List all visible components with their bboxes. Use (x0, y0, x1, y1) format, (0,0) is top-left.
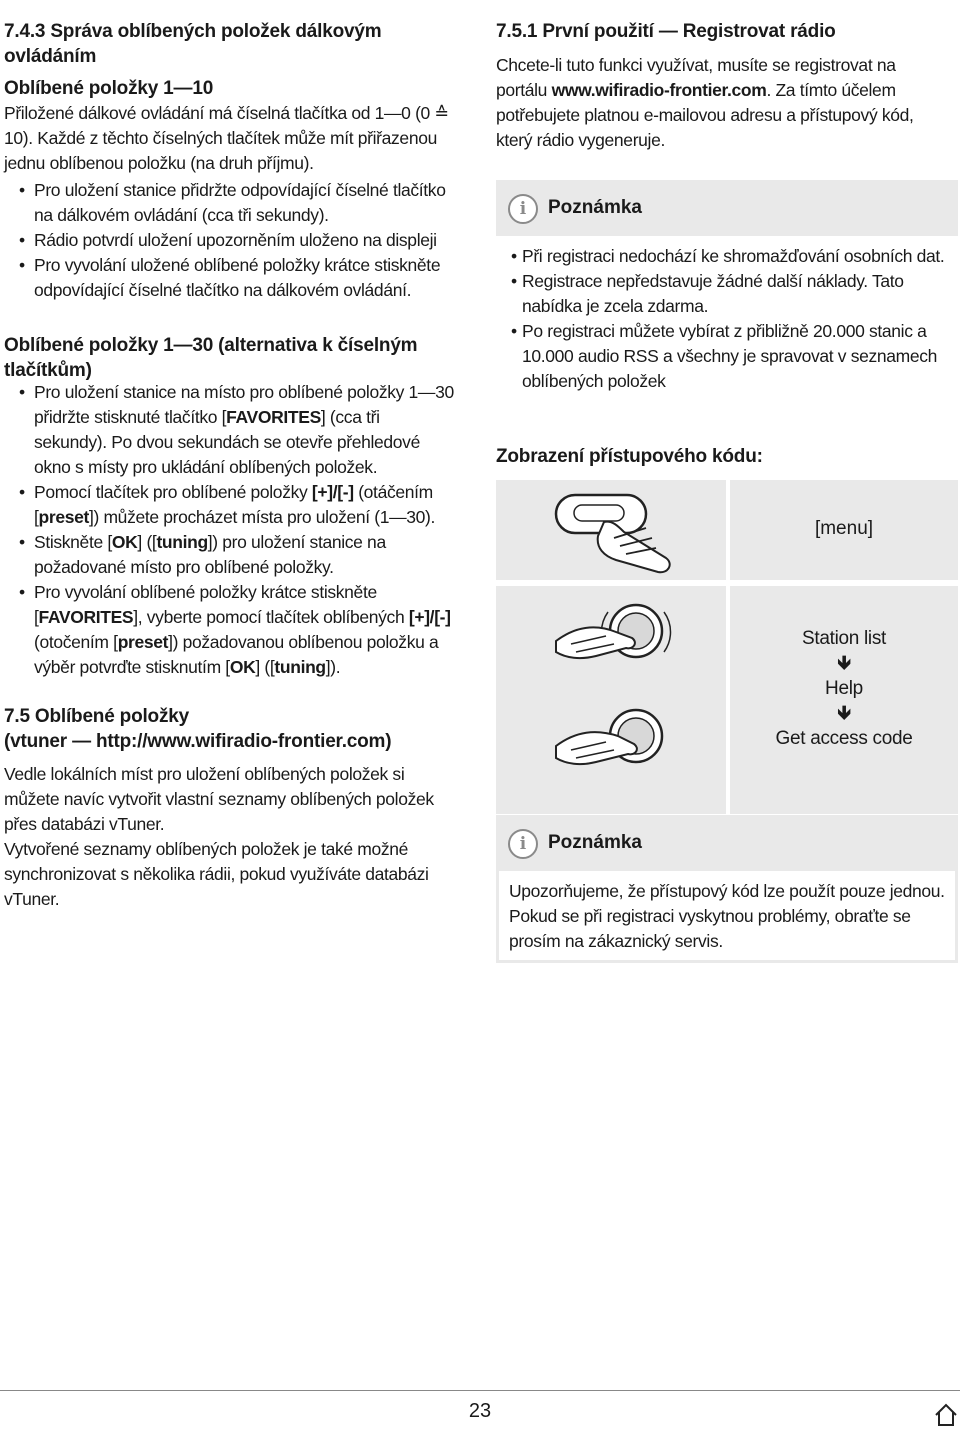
favorites-1-10-intro: Přiložené dálkové ovládání má číselná tlačítka od 1—0 (0 ≙ 10). Každé z těchto číselných tlačítek může mít přiřazenou jednu oblíbenou položku (na druh příjmu). (4, 103, 449, 173)
step-get-access-code: Get access code (775, 728, 913, 749)
info-icon: i (508, 829, 538, 859)
home-icon[interactable] (934, 1403, 958, 1432)
favorites-1-10-title: Oblíbené položky 1—10 (4, 78, 214, 99)
list-item: • Pro vyvolání oblíbené položky krátce stiskněte [FAVORITES], vyberte pomocí tlačítek oblíbených [+]/[-] (otočením [preset]) požadovanou oblíbenou položku a výběr potvrďte stisknutím [OK] ([tuning]). (4, 580, 454, 680)
hand-rotate-knob-icon (496, 586, 726, 814)
note-label: Poznámka (548, 197, 642, 218)
page-number: 23 (468, 1400, 492, 1422)
list-item: • Pro uložení stanice přidržte odpovídající číselné tlačítko na dálkovém ovládání (cca tři sekundy). (4, 178, 466, 228)
section-7-5-title: 7.5 Oblíbené položky (vtuner — http://www.wifiradio-frontier.com) (4, 706, 392, 752)
list-item: • Pro vyvolání uložené oblíbené položky krátce stiskněte odpovídající číselné tlačítko na dálkovém ovládání. (4, 253, 466, 303)
hand-press-icon (496, 480, 726, 580)
section-7-4-3-title: 7.4.3 Správa oblíbených položek dálkovým ovládáním (4, 21, 382, 67)
favorites-1-30-title: Oblíbené položky 1—30 (alternativa k číselným tlačítkům) (4, 335, 418, 381)
note-text: Upozorňujeme, že přístupový kód lze použít pouze jednou. Pokud se při registraci vyskytnou problémy, obraťte se prosím na zákaznický servis. (496, 871, 958, 963)
note-header (496, 815, 958, 871)
step-help: Help (825, 678, 863, 699)
list-item: • Rádio potvrdí uložení upozorněním uloženo na displeji (4, 228, 466, 253)
section-7-5-1-title: 7.5.1 První použití — Registrovat rádio (496, 21, 836, 42)
info-icon: i (508, 194, 538, 224)
footer-divider (0, 1390, 960, 1391)
section-7-5-1-paragraph: Chcete-li tuto funkci využívat, musíte se registrovat na portálu www.wifiradio-frontier.com. Za tímto účelem potřebujete platnou e-mailovou adresu a přístupový kód, který rádio vygeneruje. (496, 55, 914, 150)
note-label: Poznámka (548, 832, 642, 853)
arrow-down-icon: 🡻 (837, 652, 851, 674)
access-code-steps (730, 626, 958, 751)
favorites-1-30-list (4, 380, 454, 680)
list-item: • Při registraci nedochází ke shromažďování osobních dat. (496, 244, 948, 269)
hand-press-illustration (496, 480, 726, 580)
list-item: • Registrace nepředstavuje žádné další náklady. Tato nabídka je zcela zdarma. (496, 269, 948, 319)
list-item: • Stiskněte [OK] ([tuning]) pro uložení stanice na požadované místo pro oblíbené položky. (4, 530, 454, 580)
note-box-registration (496, 180, 958, 394)
list-item: • Pomocí tlačítek pro oblíbené položky [+]/[-] (otáčením [preset]) můžete procházet místa pro uložení (1—30). (4, 480, 454, 530)
step-station-list: Station list (801, 628, 887, 649)
note-header (496, 180, 958, 236)
portal-link: www.wifiradio-frontier.com (551, 80, 767, 100)
note-box-access-code (496, 815, 958, 963)
favorites-1-10-list (4, 178, 466, 303)
access-code-title: Zobrazení přístupového kódu: (496, 446, 763, 467)
list-item: • Po registraci můžete vybírat z přibližně 20.000 stanic a 10.000 audio RSS a všechny je spravovat v seznamech oblíbených položek (496, 319, 948, 394)
list-item: • Pro uložení stanice na místo pro oblíbené položky 1—30 přidržte stisknuté tlačítko [FAVORITES] (cca tři sekundy). Po dvou sekundách se otevře přehledové okno s místy pro ukládání oblíbených položek. (4, 380, 454, 480)
menu-box (730, 480, 958, 580)
section-7-5-paragraph-2: Vytvořené seznamy oblíbených položek je také možné synchronizovat s několika rádii, pokud využíváte databázi vTuner. (4, 839, 429, 909)
note-list (496, 236, 958, 394)
section-7-5-paragraph-1: Vedle lokálních míst pro uložení oblíbených položek si můžete navíc vytvořit vlastní seznamy oblíbených položek přes databázi vTuner. (4, 764, 434, 834)
arrow-down-icon: 🡻 (837, 702, 851, 724)
menu-label: [menu] (814, 518, 874, 539)
knob-illustration (496, 586, 726, 814)
